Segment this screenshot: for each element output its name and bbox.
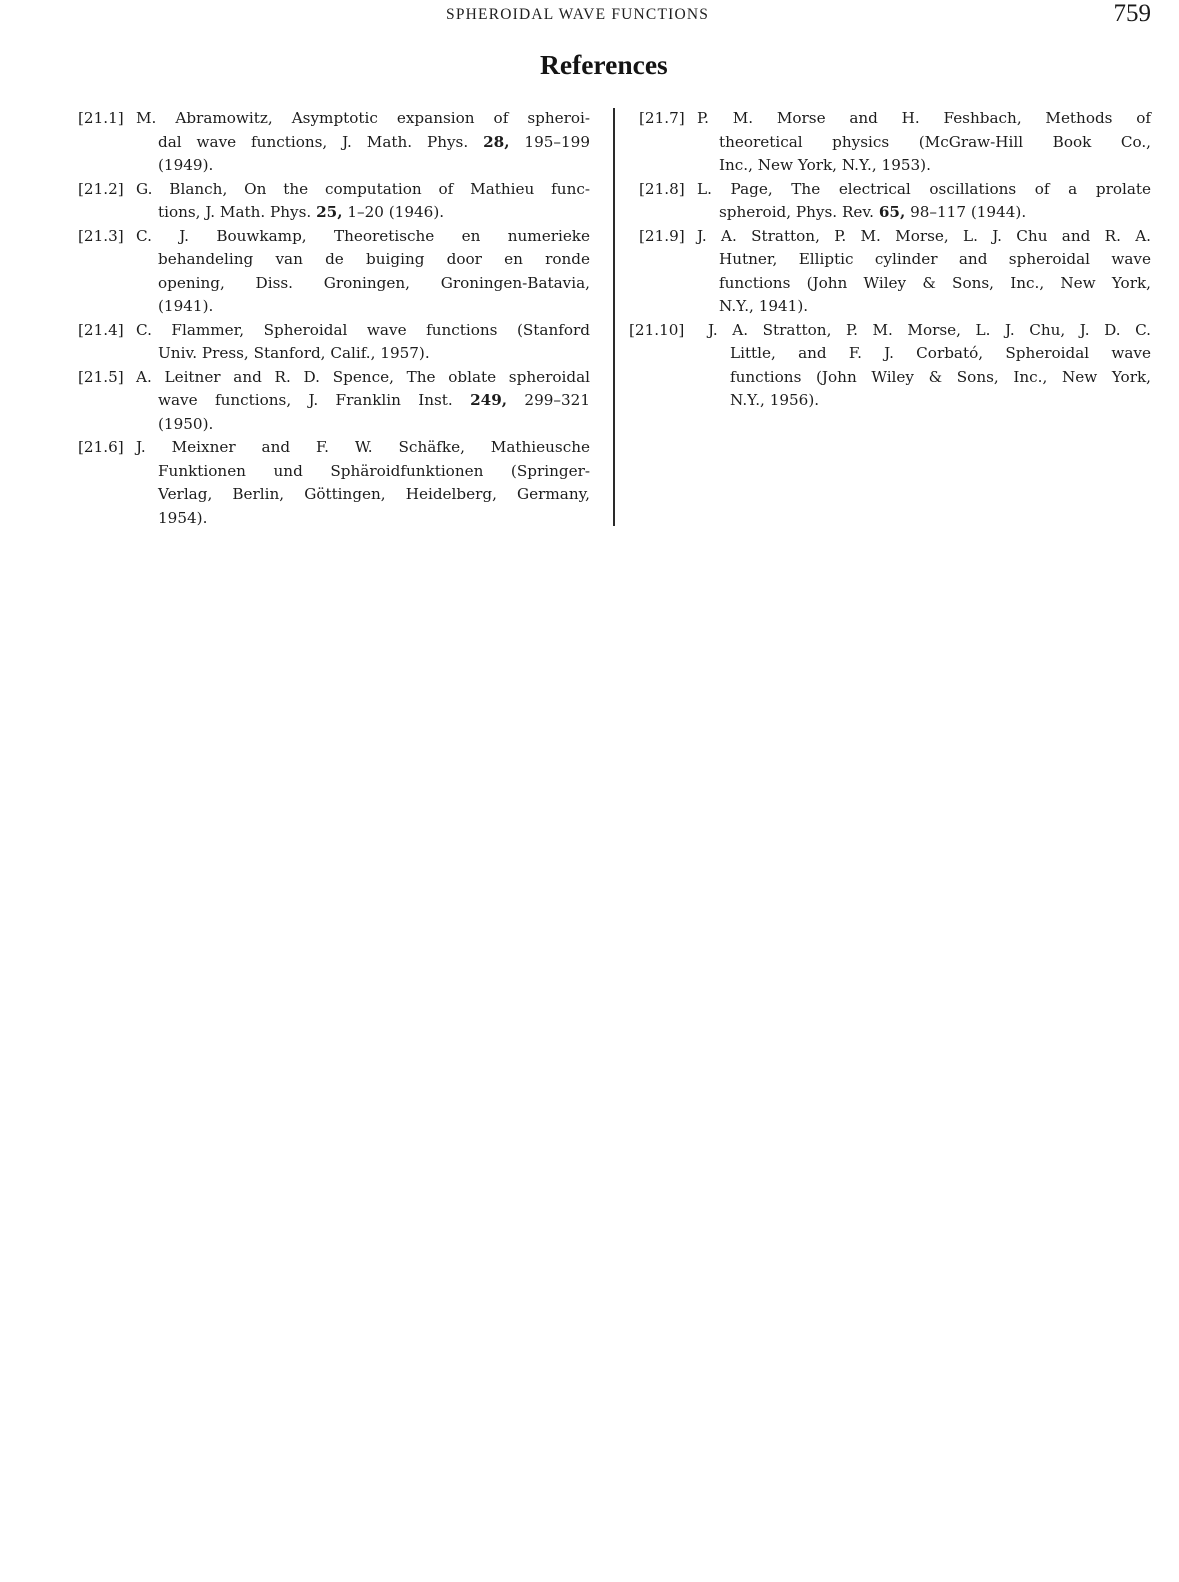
reference-line: C. Flammer, Spheroidal wave functions (Stanford: [136, 320, 590, 339]
reference-line: N.Y., 1941).: [719, 297, 809, 315]
reference-text: [136, 225, 590, 319]
reference-line: J. Meixner and F. W. Schäfke, Mathieusche: [136, 438, 590, 456]
volume-number: 65,: [878, 203, 906, 221]
reference-line: dal wave functions, J. Math. Phys. 28, 195–199: [158, 132, 590, 151]
page-number: 759: [1113, 0, 1151, 27]
reference-label: [21.6]: [78, 438, 124, 456]
reference-line: tions, J. Math. Phys. 25, 1–20 (1946).: [158, 203, 445, 221]
references-column-left: [78, 107, 590, 530]
reference-label: [21.1]: [78, 109, 124, 127]
reference-text: [708, 319, 1151, 413]
reference-item: [78, 107, 590, 178]
reference-item: [78, 366, 590, 437]
section-title: References: [540, 49, 668, 80]
column-divider: [613, 108, 615, 526]
reference-text: [697, 178, 1151, 225]
reference-line: Univ. Press, Stanford, Calif., 1957).: [158, 344, 430, 362]
reference-item: [78, 319, 590, 366]
reference-item: [78, 178, 590, 225]
reference-item: [629, 319, 1151, 413]
reference-line: 1954).: [158, 508, 208, 527]
reference-item: [639, 107, 1151, 178]
reference-text: [697, 107, 1151, 178]
reference-line: Hutner, Elliptic cylinder and spheroidal wave: [719, 250, 1151, 268]
reference-label: [21.2]: [78, 179, 124, 198]
reference-label: [21.4]: [78, 320, 124, 339]
reference-line: spheroid, Phys. Rev. 65, 98–117 (1944).: [719, 203, 1027, 221]
reference-line: M. Abramowitz, Asymptotic expansion of spheroi-: [136, 109, 590, 127]
reference-line: Little, and F. J. Corbató, Spheroidal wave: [730, 344, 1151, 362]
reference-item: [78, 436, 590, 530]
reference-label: [21.10]: [629, 320, 685, 339]
reference-line: (1949).: [158, 156, 214, 174]
reference-label: [21.9]: [639, 226, 685, 245]
volume-number: 249,: [470, 391, 508, 409]
reference-line: A. Leitner and R. D. Spence, The oblate spheroidal: [136, 367, 590, 386]
reference-item: [78, 225, 590, 319]
reference-line: L. Page, The electrical oscillations of a prolate: [697, 179, 1151, 198]
reference-line: C. J. Bouwkamp, Theoretische en numerieke: [136, 226, 590, 245]
reference-line: theoretical physics (McGraw-Hill Book Co.,: [719, 132, 1151, 151]
reference-line: Funktionen und Sphäroidfunktionen (Springer-: [158, 461, 590, 480]
reference-text: [136, 178, 590, 225]
reference-line: Verlag, Berlin, Göttingen, Heidelberg, Germany,: [158, 485, 590, 503]
volume-number: 28,: [483, 132, 510, 151]
reference-text: [136, 107, 590, 178]
reference-text: [136, 366, 590, 437]
reference-line: J. A. Stratton, P. M. Morse, L. J. Chu, J. D. C.: [708, 320, 1151, 339]
reference-text: [136, 319, 590, 366]
reference-label: [21.8]: [639, 179, 685, 198]
reference-line: behandeling van de buiging door en ronde: [158, 250, 590, 268]
reference-item: [639, 225, 1151, 319]
reference-line: wave functions, J. Franklin Inst. 249, 299–321: [158, 391, 590, 409]
running-head: SPHEROIDAL WAVE FUNCTIONS: [446, 6, 710, 23]
reference-label: [21.7]: [639, 109, 685, 127]
references-column-right: [629, 107, 1151, 413]
reference-line: J. A. Stratton, P. M. Morse, L. J. Chu and R. A.: [697, 226, 1151, 245]
reference-line: G. Blanch, On the computation of Mathieu func-: [136, 179, 590, 198]
reference-line: functions (John Wiley & Sons, Inc., New York,: [730, 367, 1151, 386]
reference-label: [21.3]: [78, 226, 124, 245]
reference-line: (1941).: [158, 297, 214, 315]
reference-line: (1950).: [158, 414, 214, 433]
reference-item: [639, 178, 1151, 225]
reference-line: functions (John Wiley & Sons, Inc., New York,: [719, 273, 1151, 292]
reference-line: Inc., New York, N.Y., 1953).: [719, 156, 931, 174]
reference-line: P. M. Morse and H. Feshbach, Methods of: [697, 109, 1151, 127]
reference-line: N.Y., 1956).: [730, 391, 820, 409]
volume-number: 25,: [316, 203, 343, 221]
reference-line: opening, Diss. Groningen, Groningen-Batavia,: [158, 273, 590, 292]
reference-text: [136, 436, 590, 530]
reference-text: [697, 225, 1151, 319]
reference-label: [21.5]: [78, 367, 124, 386]
